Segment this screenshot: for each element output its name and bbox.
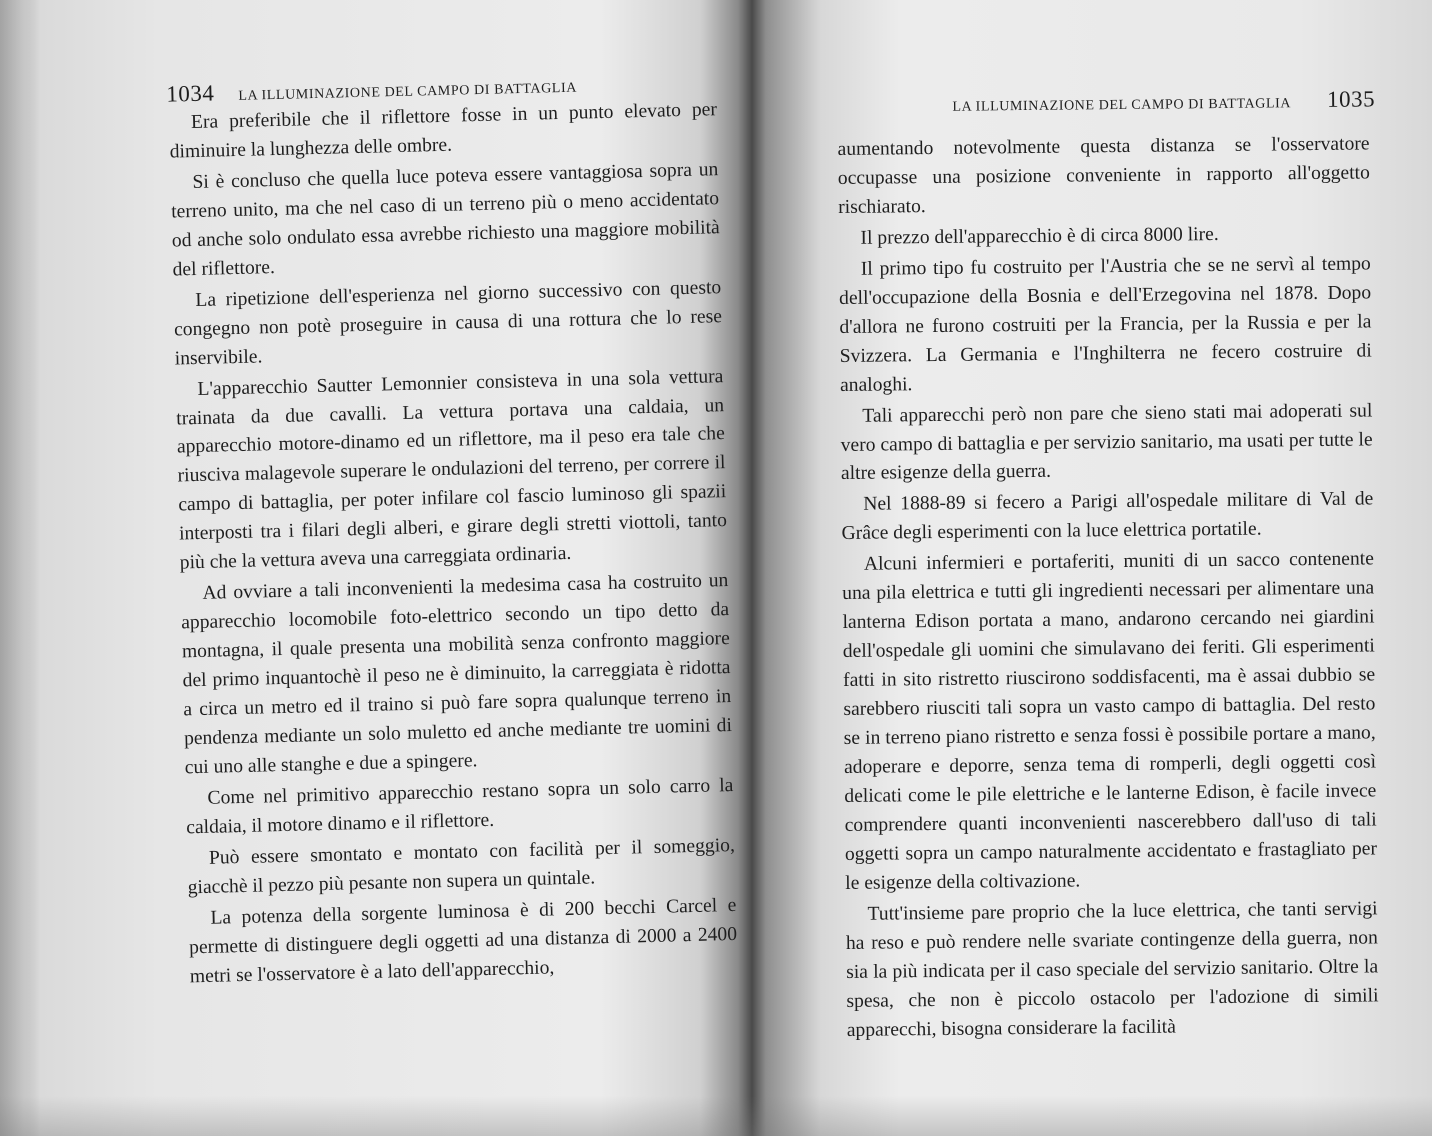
- right-page: [836, 0, 1382, 1136]
- paragraph: Il prezzo dell'apparecchio è di circa 8000 lire.: [860, 223, 1219, 249]
- page-edge-shadow: [0, 0, 40, 1136]
- left-page: [150, 0, 738, 1136]
- paragraph: La potenza della sorgente luminosa è di 200 becchi Carcel e permette di distinguere degli oggetti ad una distanza di 2000 a 2400 metri se l'osservatore è a lato dell'apparecchio,: [188, 894, 738, 987]
- paragraph: Il primo tipo fu costruito per l'Austria che se ne servì al tempo dell'occupazione della Bosnia e dell'Erzegovina nel 1878. Dopo d'allora ne furono costruiti per la Francia, per la Russia e per la Svizzera. La Germania e l'Inghilterra ne fecero costruire di analoghi.: [839, 253, 1372, 396]
- right-body-text: [837, 130, 1378, 1045]
- left-running-title: LA ILLUMINAZIONE DEL CAMPO DI BATTAGLIA: [238, 80, 578, 104]
- paragraph: Come nel primitivo apparecchio restano sopra un solo carro la caldaia, il motore dinamo e il riflettore.: [185, 774, 734, 839]
- paragraph: Può essere smontato e montato con facilità per il someggio, giacchè il pezzo più pesante non supera un quintale.: [187, 834, 736, 899]
- paragraph: La ripetizione dell'esperienza nel giorno successivo con questo congegno non potè proseguire in causa di una rottura che lo rese inservibile.: [173, 276, 723, 370]
- right-running-title: LA ILLUMINAZIONE DEL CAMPO DI BATTAGLIA: [952, 96, 1292, 115]
- paragraph: L'apparecchio Sautter Lemonnier consisteva in una sola vettura trainata da due cavalli. La vettura portava una caldaia, un apparecchio motore-dinamo ed un riflettore, ma il peso era tale che riusciva malagevole superare le ondulazioni del terreno, per correre il campo di battaglia, per poter infilare col fascio luminoso gli spazii interposti tra i filari degli alberi, e girare degli stretti viottoli, tanto più che la vettura aveva una carreggiata ordinaria.: [175, 365, 728, 574]
- paragraph: Era preferibile che il riflettore fosse in un punto elevato per diminuire la lunghezza delle ombre.: [169, 99, 718, 163]
- paragraph: Nel 1888-89 si fecero a Parigi all'ospedale militare di Val de Grâce degli esperimenti con la luce elettrica portatile.: [841, 488, 1374, 545]
- paragraph: Tutt'insieme pare proprio che la luce elettrica, che tanti servigi ha reso e può rendere nelle svariate contingenze della guerra, non sia la più indicata per il caso speciale del servizio sanitario. Oltre la spesa, che non è piccolo ostacolo per l'adozione di simili apparecchi, bisogna considerare la facilità: [845, 898, 1379, 1041]
- continuation-paragraph: aumentando notevolmente questa distanza se l'osservatore occupasse una posizione conveniente in rapporto all'oggetto rischiarato.: [837, 133, 1370, 218]
- left-body-text: [169, 96, 738, 992]
- page-bottom-shadow: [0, 1096, 1432, 1136]
- right-running-head: [915, 86, 1375, 117]
- paragraph: Ad ovviare a tali inconvenienti la medesima casa ha costruito un apparecchio locomobile foto-elettrico secondo un tipo detto da montagna, il quale presenta una mobilità senza confronto maggiore del primo inquantochè il peso ne è diminuito, la carreggiata è ridotta a circa un metro ed il traino si può fare sopra qualunque terreno in pendenza mediante un solo muletto ed anche mediante tre uomini di cui uno alle stanghe e due a spingere.: [180, 570, 733, 779]
- paragraph: Tali apparecchi però non pare che sieno stati mai adoperati sul vero campo di battaglia e per servizio sanitario, ma usati per tutte le altre esigenze della guerra.: [840, 399, 1373, 485]
- paragraph: Alcuni infermieri e portaferiti, muniti di un sacco contenente una pila elettrica e tutti gli ingredienti necessari per alimentare una lanterna Edison portata a mano, andarono cercando nei giardini dell'ospedale gli uomini che simulavano dei feriti. Gli esperimenti fatti in sito ristretto riuscirono soddisfacenti, ma è assai dubbio se sarebbero riusciti tali sopra un vasto campo di battaglia. Del resto se in terreno piano ristretto e senza fossi è possibile portare a mano, adoperare e deporre, senza tema di romperli, degli oggetti così delicati come le pile elettriche e le lanterne Edison, è facile invece comprendere quanti inconvenienti nascerebbero dall'uso di tali oggetti sopra un campo naturalmente accidentato e frastagliato per le esigenze della coltivazione.: [842, 548, 1378, 894]
- paragraph: Si è concluso che quella luce poteva essere vantaggiosa sopra un terreno unito, ma che nel caso di un terreno più o meno accidentato od anche solo ondulato essa avrebbe richiesto una maggiore mobilità del riflettore.: [170, 159, 720, 281]
- right-page-number: 1035: [1326, 86, 1376, 112]
- left-page-number: 1034: [165, 80, 215, 107]
